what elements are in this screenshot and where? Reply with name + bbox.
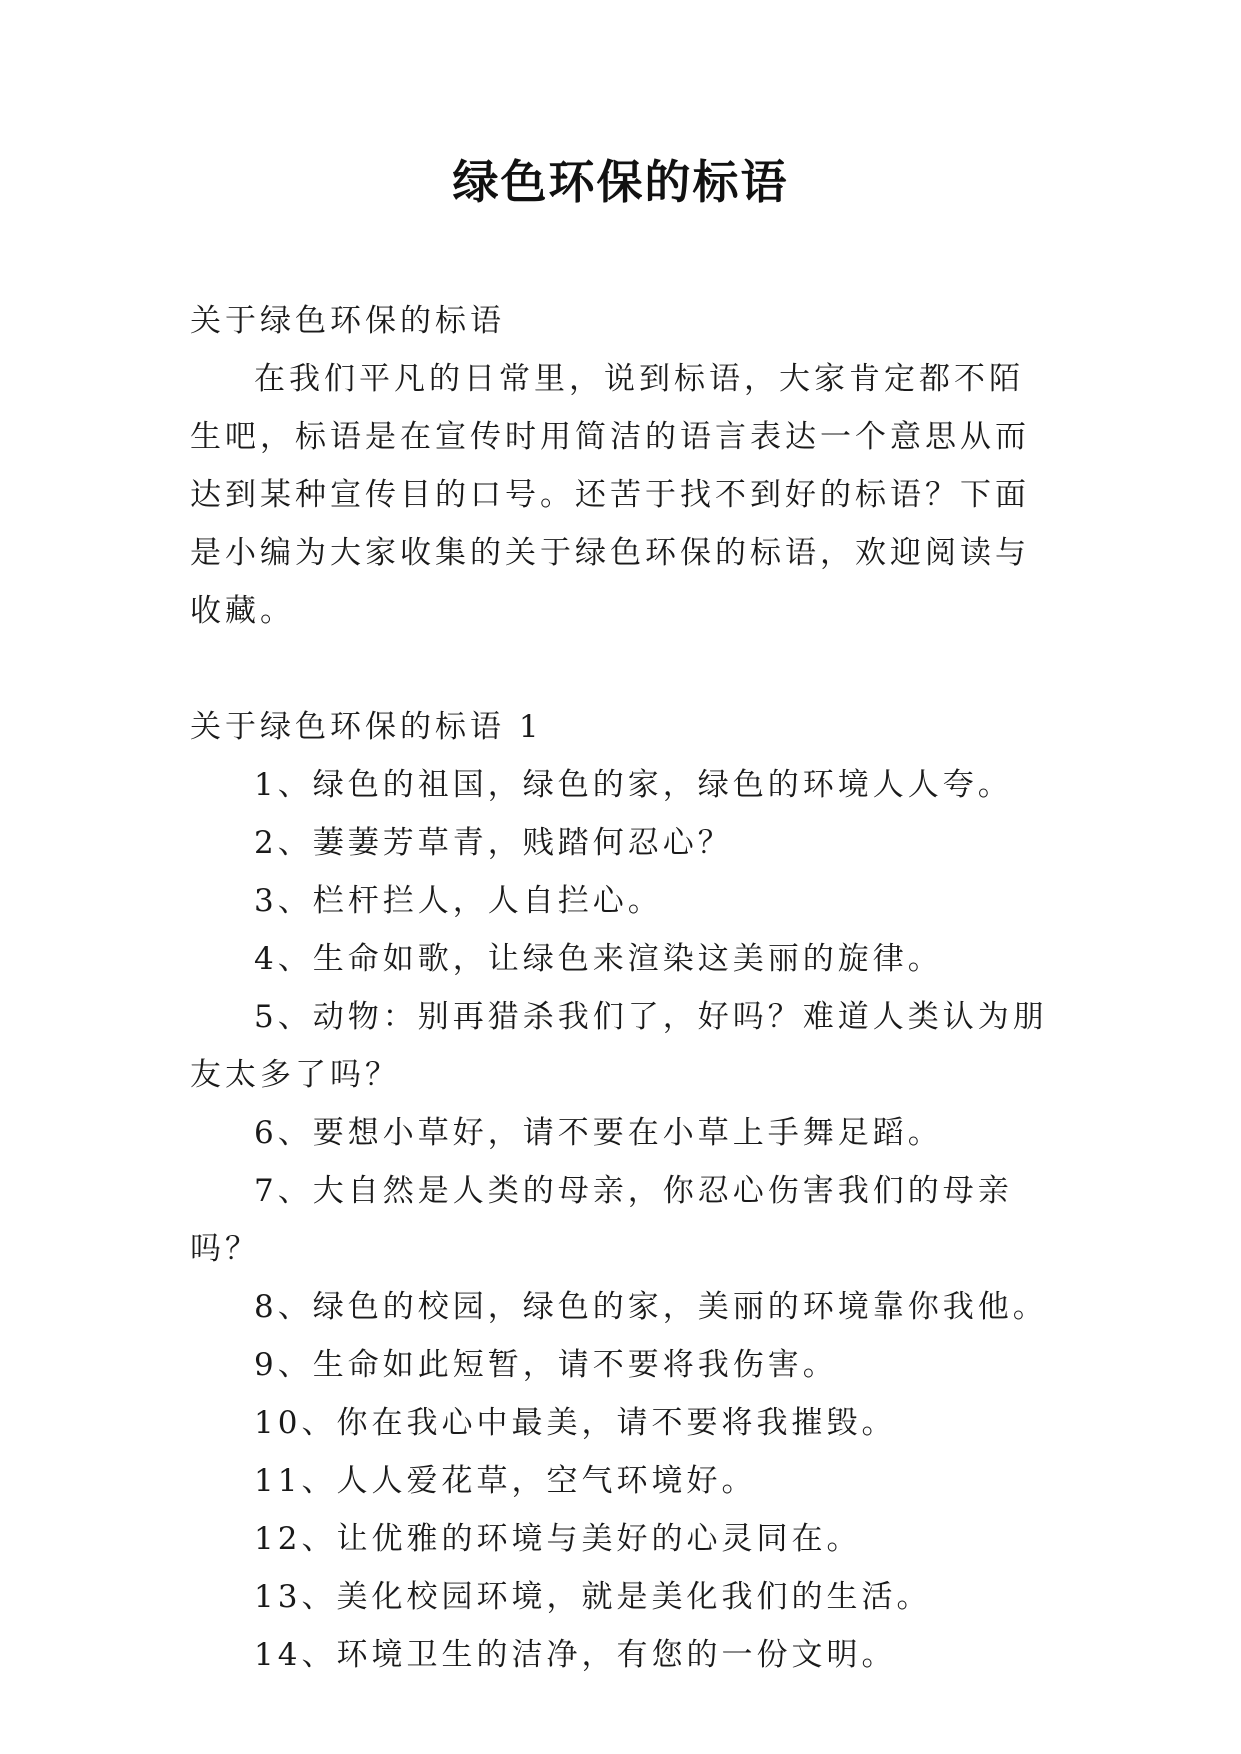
- slogan-item: 14、环境卫生的洁净，有您的一份文明。: [254, 1637, 897, 1673]
- slogan-item: 12、让优雅的环境与美好的心灵同在。: [254, 1521, 862, 1557]
- slogan-item: 5、动物：别再猎杀我们了，好吗？难道人类认为朋友太多了吗？: [190, 999, 1048, 1093]
- slogan-item: 1、绿色的祖国，绿色的家，绿色的环境人人夸。: [254, 767, 1013, 803]
- slogan-item: 8、绿色的校园，绿色的家，美丽的环境靠你我他。: [254, 1289, 1048, 1325]
- slogan-item: 11、人人爱花草，空气环境好。: [254, 1463, 757, 1499]
- slogan-item: 4、生命如歌，让绿色来渲染这美丽的旋律。: [254, 941, 943, 977]
- slogan-item: 6、要想小草好，请不要在小草上手舞足蹈。: [254, 1115, 943, 1151]
- slogan-item: 2、萋萋芳草青，贱踏何忍心？: [254, 825, 733, 861]
- paragraph-gap: [190, 640, 1050, 698]
- slogan-item: 13、美化校园环境，就是美化我们的生活。: [254, 1579, 932, 1615]
- slogan-item: 3、栏杆拦人，人自拦心。: [254, 883, 663, 919]
- document-body: [190, 292, 1050, 1684]
- intro-paragraph: 在我们平凡的日常里，说到标语，大家肯定都不陌生吧，标语是在宣传时用简洁的语言表达一个意思从而达到某种宣传目的口号。还苦于找不到好的标语？下面是小编为大家收集的关于绿色环保的标语，欢迎阅读与收藏。: [190, 361, 1030, 629]
- section-heading: 关于绿色环保的标语 1: [190, 709, 543, 745]
- slogan-item: 10、你在我心中最美，请不要将我摧毁。: [254, 1405, 897, 1441]
- intro-heading: 关于绿色环保的标语: [190, 303, 505, 339]
- slogan-item: 7、大自然是人类的母亲，你忍心伤害我们的母亲吗？: [190, 1173, 1013, 1267]
- slogan-item: 9、生命如此短暂，请不要将我伤害。: [254, 1347, 838, 1383]
- document-title: 绿色环保的标语: [452, 155, 789, 209]
